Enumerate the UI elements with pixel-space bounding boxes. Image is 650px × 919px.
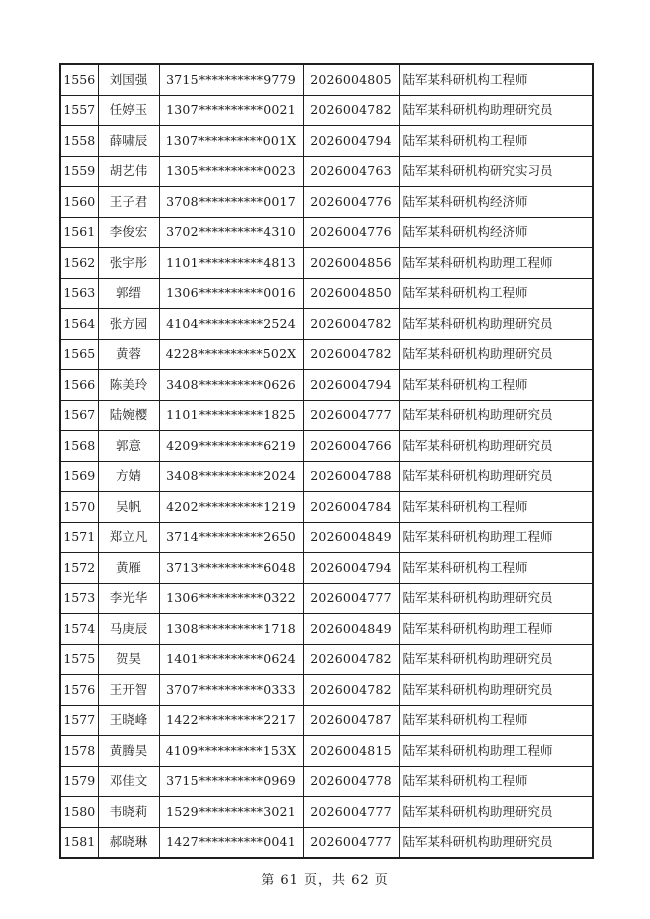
name-cell: 王开智 xyxy=(98,675,159,706)
code-cell: 2026004778 xyxy=(303,766,399,797)
job-title-cell: 陆军某科研机构工程师 xyxy=(399,278,593,309)
job-title-cell: 陆军某科研机构研究实习员 xyxy=(399,156,593,187)
table-row xyxy=(60,126,593,157)
serial-cell: 1577 xyxy=(60,705,98,736)
serial-cell: 1569 xyxy=(60,461,98,492)
name-cell: 马庚辰 xyxy=(98,614,159,645)
name-cell: 贺昊 xyxy=(98,644,159,675)
serial-cell: 1574 xyxy=(60,614,98,645)
masked-id-cell: 4228**********502X xyxy=(159,339,303,370)
masked-id-cell: 1305**********0023 xyxy=(159,156,303,187)
table-row xyxy=(60,339,593,370)
serial-cell: 1557 xyxy=(60,95,98,126)
code-cell: 2026004777 xyxy=(303,400,399,431)
serial-cell: 1578 xyxy=(60,736,98,767)
code-cell: 2026004849 xyxy=(303,614,399,645)
table-row xyxy=(60,766,593,797)
job-title-cell: 陆军某科研机构工程师 xyxy=(399,370,593,401)
masked-id-cell: 3715**********9779 xyxy=(159,64,303,95)
name-cell: 郭意 xyxy=(98,431,159,462)
serial-cell: 1575 xyxy=(60,644,98,675)
masked-id-cell: 1306**********0016 xyxy=(159,278,303,309)
name-cell: 韦晓莉 xyxy=(98,797,159,828)
serial-cell: 1571 xyxy=(60,522,98,553)
code-cell: 2026004777 xyxy=(303,797,399,828)
serial-cell: 1580 xyxy=(60,797,98,828)
masked-id-cell: 3408**********0626 xyxy=(159,370,303,401)
table-row xyxy=(60,370,593,401)
name-cell: 陈美玲 xyxy=(98,370,159,401)
serial-cell: 1559 xyxy=(60,156,98,187)
job-title-cell: 陆军某科研机构助理研究员 xyxy=(399,431,593,462)
serial-cell: 1558 xyxy=(60,126,98,157)
name-cell: 吴帆 xyxy=(98,492,159,523)
code-cell: 2026004856 xyxy=(303,248,399,279)
serial-cell: 1566 xyxy=(60,370,98,401)
name-cell: 王晓峰 xyxy=(98,705,159,736)
name-cell: 黄蓉 xyxy=(98,339,159,370)
name-cell: 陆婉樱 xyxy=(98,400,159,431)
masked-id-cell: 1308**********1718 xyxy=(159,614,303,645)
name-cell: 李俊宏 xyxy=(98,217,159,248)
name-cell: 邓佳文 xyxy=(98,766,159,797)
serial-cell: 1562 xyxy=(60,248,98,279)
job-title-cell: 陆军某科研机构助理研究员 xyxy=(399,583,593,614)
name-cell: 张宇彤 xyxy=(98,248,159,279)
code-cell: 2026004784 xyxy=(303,492,399,523)
job-title-cell: 陆军某科研机构工程师 xyxy=(399,766,593,797)
table-row xyxy=(60,797,593,828)
table-row xyxy=(60,553,593,584)
job-title-cell: 陆军某科研机构经济师 xyxy=(399,187,593,218)
masked-id-cell: 1529**********3021 xyxy=(159,797,303,828)
code-cell: 2026004788 xyxy=(303,461,399,492)
name-cell: 黄雁 xyxy=(98,553,159,584)
masked-id-cell: 1427**********0041 xyxy=(159,827,303,858)
job-title-cell: 陆军某科研机构助理工程师 xyxy=(399,522,593,553)
job-title-cell: 陆军某科研机构助理工程师 xyxy=(399,736,593,767)
name-cell: 黄腾昊 xyxy=(98,736,159,767)
masked-id-cell: 3713**********6048 xyxy=(159,553,303,584)
name-cell: 胡艺伟 xyxy=(98,156,159,187)
job-title-cell: 陆军某科研机构助理研究员 xyxy=(399,400,593,431)
code-cell: 2026004850 xyxy=(303,278,399,309)
job-title-cell: 陆军某科研机构工程师 xyxy=(399,553,593,584)
job-title-cell: 陆军某科研机构助理工程师 xyxy=(399,614,593,645)
code-cell: 2026004782 xyxy=(303,339,399,370)
table-row xyxy=(60,400,593,431)
code-cell: 2026004849 xyxy=(303,522,399,553)
serial-cell: 1568 xyxy=(60,431,98,462)
table-row xyxy=(60,827,593,858)
masked-id-cell: 1422**********2217 xyxy=(159,705,303,736)
job-title-cell: 陆军某科研机构助理研究员 xyxy=(399,797,593,828)
serial-cell: 1579 xyxy=(60,766,98,797)
table-row xyxy=(60,217,593,248)
code-cell: 2026004782 xyxy=(303,644,399,675)
name-cell: 刘国强 xyxy=(98,64,159,95)
job-title-cell: 陆军某科研机构助理工程师 xyxy=(399,248,593,279)
serial-cell: 1570 xyxy=(60,492,98,523)
code-cell: 2026004776 xyxy=(303,187,399,218)
name-cell: 任婷玉 xyxy=(98,95,159,126)
table-row xyxy=(60,614,593,645)
table-row xyxy=(60,278,593,309)
serial-cell: 1572 xyxy=(60,553,98,584)
serial-cell: 1564 xyxy=(60,309,98,340)
masked-id-cell: 4209**********6219 xyxy=(159,431,303,462)
code-cell: 2026004777 xyxy=(303,583,399,614)
serial-cell: 1556 xyxy=(60,64,98,95)
masked-id-cell: 3702**********4310 xyxy=(159,217,303,248)
roster-table xyxy=(59,63,594,859)
masked-id-cell: 1307**********0021 xyxy=(159,95,303,126)
job-title-cell: 陆军某科研机构经济师 xyxy=(399,217,593,248)
masked-id-cell: 3408**********2024 xyxy=(159,461,303,492)
code-cell: 2026004782 xyxy=(303,95,399,126)
code-cell: 2026004794 xyxy=(303,126,399,157)
table-row xyxy=(60,156,593,187)
serial-cell: 1573 xyxy=(60,583,98,614)
table-row xyxy=(60,187,593,218)
code-cell: 2026004787 xyxy=(303,705,399,736)
name-cell: 王子君 xyxy=(98,187,159,218)
name-cell: 薛啸辰 xyxy=(98,126,159,157)
job-title-cell: 陆军某科研机构工程师 xyxy=(399,492,593,523)
name-cell: 方婧 xyxy=(98,461,159,492)
page-number-footer: 第 61 页，共 62 页 xyxy=(261,873,389,888)
serial-cell: 1560 xyxy=(60,187,98,218)
code-cell: 2026004782 xyxy=(303,309,399,340)
job-title-cell: 陆军某科研机构助理研究员 xyxy=(399,675,593,706)
masked-id-cell: 1401**********0624 xyxy=(159,644,303,675)
job-title-cell: 陆军某科研机构助理研究员 xyxy=(399,309,593,340)
code-cell: 2026004805 xyxy=(303,64,399,95)
masked-id-cell: 3715**********0969 xyxy=(159,766,303,797)
table-row xyxy=(60,95,593,126)
masked-id-cell: 3707**********0333 xyxy=(159,675,303,706)
job-title-cell: 陆军某科研机构工程师 xyxy=(399,705,593,736)
code-cell: 2026004766 xyxy=(303,431,399,462)
masked-id-cell: 1306**********0322 xyxy=(159,583,303,614)
table-row xyxy=(60,309,593,340)
table-row xyxy=(60,675,593,706)
masked-id-cell: 1101**********4813 xyxy=(159,248,303,279)
job-title-cell: 陆军某科研机构工程师 xyxy=(399,126,593,157)
code-cell: 2026004782 xyxy=(303,675,399,706)
table-row xyxy=(60,431,593,462)
serial-cell: 1576 xyxy=(60,675,98,706)
name-cell: 郝晓琳 xyxy=(98,827,159,858)
masked-id-cell: 1101**********1825 xyxy=(159,400,303,431)
table-row xyxy=(60,492,593,523)
masked-id-cell: 4104**********2524 xyxy=(159,309,303,340)
table-row xyxy=(60,736,593,767)
masked-id-cell: 3714**********2650 xyxy=(159,522,303,553)
code-cell: 2026004763 xyxy=(303,156,399,187)
masked-id-cell: 4109**********153X xyxy=(159,736,303,767)
serial-cell: 1565 xyxy=(60,339,98,370)
code-cell: 2026004777 xyxy=(303,827,399,858)
masked-id-cell: 4202**********1219 xyxy=(159,492,303,523)
name-cell: 李光华 xyxy=(98,583,159,614)
roster-table-body xyxy=(60,64,593,858)
table-row xyxy=(60,461,593,492)
masked-id-cell: 3708**********0017 xyxy=(159,187,303,218)
job-title-cell: 陆军某科研机构助理研究员 xyxy=(399,644,593,675)
code-cell: 2026004794 xyxy=(303,553,399,584)
name-cell: 张方园 xyxy=(98,309,159,340)
job-title-cell: 陆军某科研机构助理研究员 xyxy=(399,95,593,126)
code-cell: 2026004815 xyxy=(303,736,399,767)
code-cell: 2026004794 xyxy=(303,370,399,401)
job-title-cell: 陆军某科研机构助理研究员 xyxy=(399,827,593,858)
name-cell: 郑立凡 xyxy=(98,522,159,553)
masked-id-cell: 1307**********001X xyxy=(159,126,303,157)
code-cell: 2026004776 xyxy=(303,217,399,248)
job-title-cell: 陆军某科研机构工程师 xyxy=(399,64,593,95)
serial-cell: 1581 xyxy=(60,827,98,858)
serial-cell: 1561 xyxy=(60,217,98,248)
table-row xyxy=(60,705,593,736)
name-cell: 郭缙 xyxy=(98,278,159,309)
job-title-cell: 陆军某科研机构助理研究员 xyxy=(399,461,593,492)
job-title-cell: 陆军某科研机构助理研究员 xyxy=(399,339,593,370)
serial-cell: 1567 xyxy=(60,400,98,431)
table-row xyxy=(60,248,593,279)
table-row xyxy=(60,64,593,95)
table-row xyxy=(60,583,593,614)
table-row xyxy=(60,522,593,553)
table-row xyxy=(60,644,593,675)
serial-cell: 1563 xyxy=(60,278,98,309)
